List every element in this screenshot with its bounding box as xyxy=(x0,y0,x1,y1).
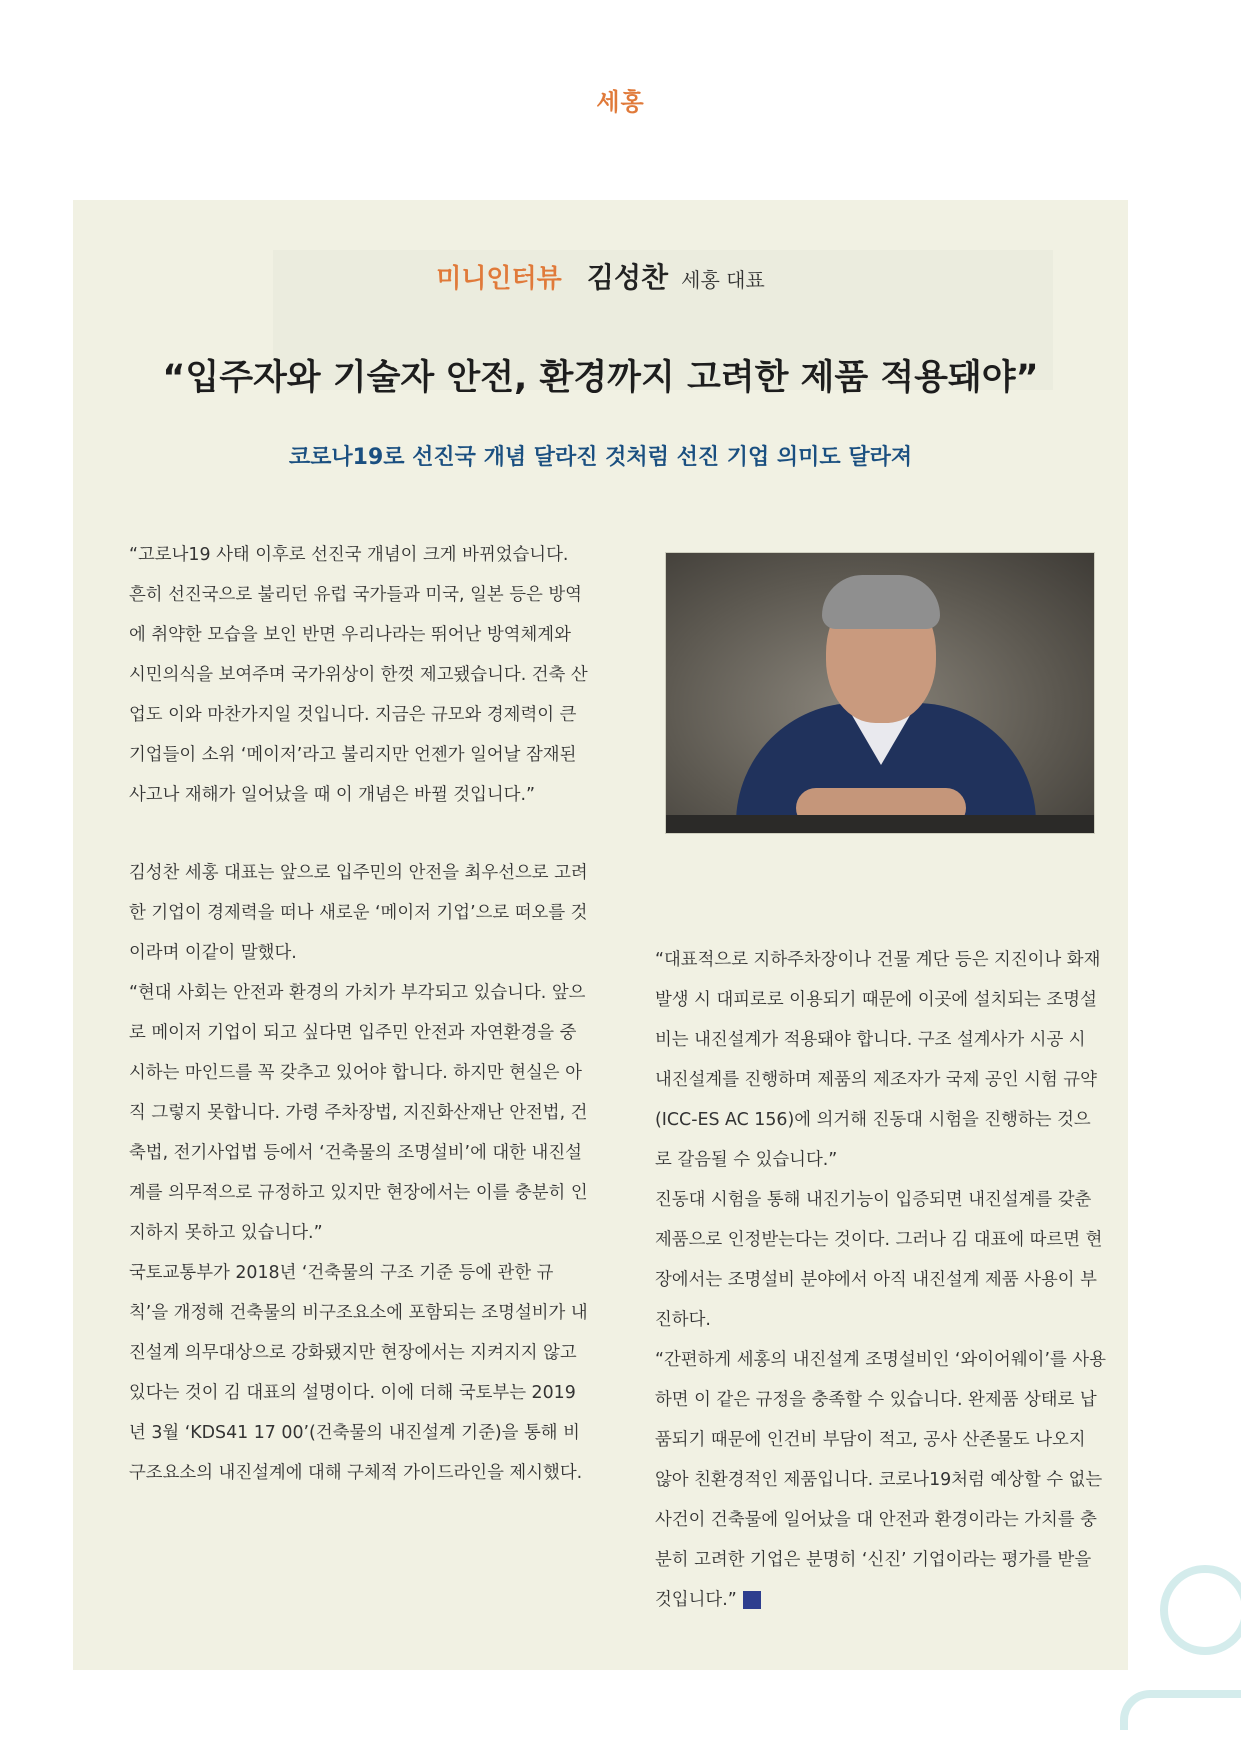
paragraph-wireway-quote xyxy=(655,1340,1107,1620)
paragraph-regulation: 국토교통부가 2018년 ‘건축물의 구조 기준 등에 관한 규칙’을 개정해 건축물의 비구조요소에 포함되는 조명설비가 내진설계 의무대상으로 강화됐지만 현장에서는 지켜지지 않고 있다는 것이 김 대표의 설명이다. 이에 더해 국토부는 2019년 3월 ‘KDS41 17 00’(건축물의 내진설계 기준)을 통해 비구조요소의 내진설계에 대해 구체적 가이드라인을 제시했다. xyxy=(129,1263,588,1483)
paragraph-ceo-statement: 김성찬 세홍 대표는 앞으로 입주민의 안전을 최우선으로 고려한 기업이 경제력을 떠나 새로운 ‘메이저 기업’으로 떠오를 것이라며 이같이 말했다. xyxy=(129,863,588,963)
article-end-square-icon xyxy=(743,1591,761,1609)
corner-decoration-line xyxy=(1120,1690,1241,1730)
interviewee-title: 세홍 대표 xyxy=(681,268,765,292)
article-subheadline: 코로나19로 선진국 개념 달라진 것처럼 선진 기업 의미도 달라져 xyxy=(288,445,913,470)
paragraph-parking-quote: “대표적으로 지하주차장이나 건물 계단 등은 지진이나 화재 발생 시 대피로로 이용되기 때문에 이곳에 설치되는 조명설비는 내진설계가 적용돼야 합니다. 구조 설계사가 시공 시 내진설계를 진행하며 제품의 제조자가 국제 공인 시험 규약(ICC-ES AC 156)에 의거해 진동대 시험을 진행하는 것으로 갈음될 수 있습니다.” xyxy=(655,950,1101,1170)
interviewee-name: 김성찬 xyxy=(586,261,669,294)
paragraph-gap xyxy=(129,815,589,853)
article-panel xyxy=(73,200,1128,1670)
paragraph-modern-society-quote: “현대 사회는 안전과 환경의 가치가 부각되고 있습니다. 앞으로 메이저 기업이 되고 싶다면 입주민 안전과 자연환경을 중시하는 마인드를 꼭 갖추고 있어야 합니다. 하지만 현실은 아직 그렇지 못합니다. 가령 주차장법, 지진화산재난 안전법, 건축법, 전기사업법 등에서 ‘건축물의 조명설비’에 대한 내진설계를 의무적으로 규정하고 있지만 현장에서는 이를 충분히 인지하지 못하고 있습니다.” xyxy=(129,983,588,1243)
photo-hair xyxy=(822,575,940,629)
paragraph-intro-quote: “고로나19 사태 이후로 선진국 개념이 크게 바뀌었습니다. 흔히 선진국으로 불리던 유럽 국가들과 미국, 일본 등은 방역에 취약한 모습을 보인 반면 우리나라는 뛰어난 방역체계와 시민의식을 보여주며 국가위상이 한껏 제고됐습니다. 건축 산업도 이와 마찬가지일 것입니다. 지금은 규모와 경제력이 큰 기업들이 소위 ‘메이저’라고 불리지만 언젠가 일어날 잠재된 사고나 재해가 일어났을 때 이 개념은 바뀔 것입니다.” xyxy=(129,545,588,805)
company-header: 세홍 xyxy=(596,88,645,116)
right-column xyxy=(655,940,1107,1620)
left-column xyxy=(129,535,589,1493)
interviewee-photo xyxy=(666,553,1094,833)
photo-desk xyxy=(666,815,1094,833)
paragraph-wireway-text: “간편하게 세홍의 내진설계 조명설비인 ‘와이어웨이’를 사용하면 이 같은 규정을 충족할 수 있습니다. 완제품 상태로 납품되기 때문에 인건비 부담이 적고, 공사 산존물도 나오지 않아 친환경적인 제품입니다. 코로나19처럼 예상할 수 없는 사건이 건축물에 일어났을 대 안전과 환경이라는 가치를 충분히 고려한 기업은 분명히 ‘신진’ 기업이라는 평가를 받을 것입니다.” xyxy=(655,1350,1106,1610)
lightbulb-outline-icon xyxy=(1160,1565,1241,1655)
interview-byline xyxy=(73,256,1128,296)
paragraph-shake-table: 진동대 시험을 통해 내진기능이 입증되면 내진설계를 갖춘 제품으로 인정받는다는 것이다. 그러나 김 대표에 따르면 현장에서는 조명설비 분야에서 아직 내진설계 제품 사용이 부진하다. xyxy=(655,1190,1103,1330)
article-headline: “입주자와 기술자 안전, 환경까지 고려한 제품 적용돼야” xyxy=(162,358,1039,398)
mini-interview-label: 미니인터뷰 xyxy=(436,264,562,294)
